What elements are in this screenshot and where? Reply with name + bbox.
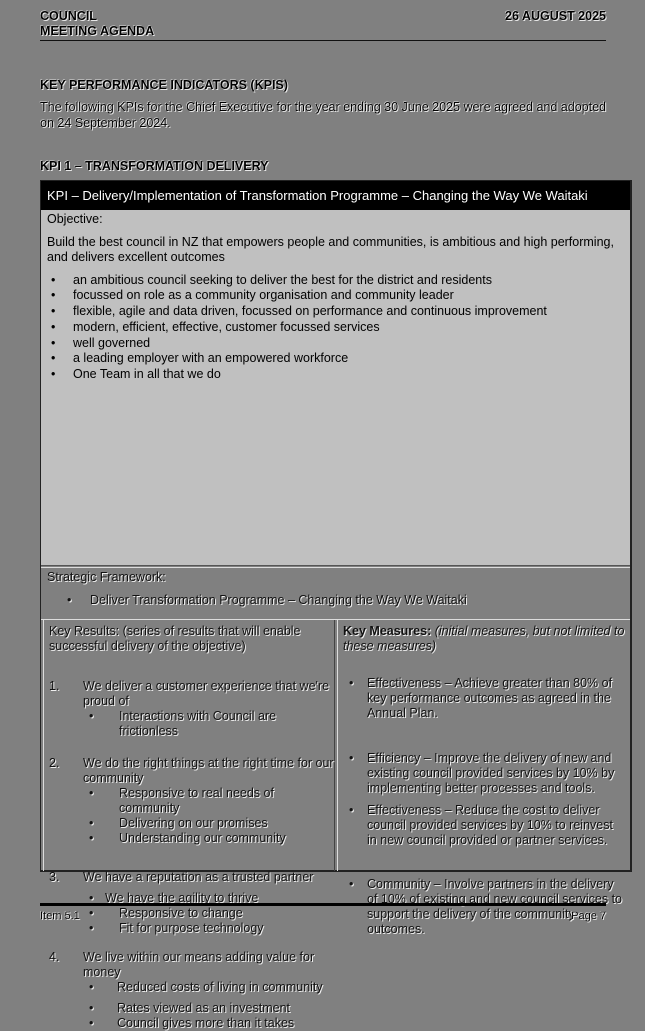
header-meeting-agenda: MEETING AGENDA: [40, 23, 155, 38]
key-measure-text: • Efficiency – Improve the delivery of new and existing council provided services by 10% by implementing better processes and tools.: [343, 751, 625, 796]
objective-bullet: • One Team in all that we do: [47, 367, 624, 383]
key-result-sub: • Council gives more than it takes: [49, 1016, 334, 1031]
key-result-text: We have a reputation as a trusted partner: [83, 870, 314, 884]
objective-bullets: [47, 273, 624, 384]
key-result-number: 2.: [49, 756, 60, 770]
kpi-title: KPI 1 – TRANSFORMATION DELIVERY: [40, 159, 269, 173]
key-measure-item: [343, 877, 625, 937]
key-result-sub: • Rates viewed as an investment: [49, 1001, 334, 1016]
key-result-number: 1.: [49, 679, 60, 693]
objective-bullet: • a leading employer with an empowered workforce: [47, 351, 624, 367]
section-title: KEY PERFORMANCE INDICATORS (KPIS): [40, 78, 288, 92]
key-results-heading: Key Results: (series of results that will enable successful delivery of the objective): [49, 624, 301, 653]
key-result-number: 4.: [49, 950, 60, 964]
objective-label: Objective:: [47, 212, 103, 226]
header-date: 26 AUGUST 2025: [505, 9, 606, 23]
strategic-label: Strategic Framework:: [47, 570, 166, 584]
key-measures-heading: [343, 624, 625, 654]
key-result-sub: • Responsive to change: [49, 906, 334, 921]
objective-bullet: • focussed on role as a community organisation and community leader: [47, 288, 624, 304]
key-measure-item: [343, 751, 625, 796]
kpi-table-header: KPI – Delivery/Implementation of Transformation Programme – Changing the Way We Waitaki: [41, 181, 630, 210]
key-result-item: [49, 950, 334, 1031]
key-result-item: [49, 679, 334, 739]
key-result-text: We do the right things at the right time for our community: [83, 756, 334, 785]
key-measures-heading-italic: (initial measures, but not limited to these measures): [343, 624, 625, 653]
objective-bullet: • an ambitious council seeking to deliver the best for the district and residents: [47, 273, 624, 289]
header-org: [40, 9, 154, 38]
key-result-text: We deliver a customer experience that we're proud of: [83, 679, 330, 708]
key-result-sub: • Interactions with Council are frictionless: [49, 709, 334, 739]
section-intro: The following KPIs for the Chief Executive for the year ending 30 June 2025 were agreed and adopted on 24 September 2024.: [40, 100, 606, 130]
footer-page: Page 7: [571, 910, 606, 922]
page-header: [40, 9, 606, 41]
key-result-sub: • Reduced costs of living in community: [49, 980, 334, 995]
key-result-sub: • Understanding our community: [49, 831, 334, 846]
objective-bullet: • modern, efficient, effective, customer focussed services: [47, 320, 624, 336]
key-result-sub: • Delivering on our promises: [49, 816, 334, 831]
key-measure-item: [343, 676, 625, 721]
key-result-number: 3.: [49, 870, 60, 884]
key-result-sub: • Responsive to real needs of community: [49, 786, 334, 816]
key-result-item: [49, 756, 334, 846]
objective-section: [41, 210, 630, 566]
key-result-sub: • Fit for purpose technology: [49, 921, 334, 936]
objective-text: Build the best council in NZ that empowers people and communities, is ambitious and high performing, and delivers excellent outcomes: [47, 234, 614, 264]
key-measures-heading-bold: Key Measures:: [343, 624, 432, 638]
key-measure-text: • Effectiveness – Reduce the cost to deliver council provided services by 10% to reinvest in new council provided or partner services.: [343, 803, 625, 848]
key-measure-item: [343, 803, 625, 848]
objective-bullet: • flexible, agile and data driven, focussed on performance and continuous improvement: [47, 304, 624, 320]
key-result-text: We live within our means adding value for money: [83, 950, 315, 979]
header-council: COUNCIL: [40, 9, 97, 23]
key-measure-text: • Effectiveness – Achieve greater than 80% of key performance outcomes as agreed in the Annual Plan.: [343, 676, 625, 721]
objective-bullet: • well governed: [47, 336, 624, 352]
footer-item: Item 5.1: [40, 910, 80, 922]
key-measure-text: • Community – Involve partners in the delivery of 10% of existing and new council services to support the delivery of the community outcomes.: [343, 877, 625, 937]
key-result-sub: • We have the agility to thrive: [49, 891, 334, 906]
strategic-item: • Deliver Transformation Programme – Changing the Way We Waitaki: [47, 593, 624, 607]
strategic-framework-section: [41, 567, 630, 622]
